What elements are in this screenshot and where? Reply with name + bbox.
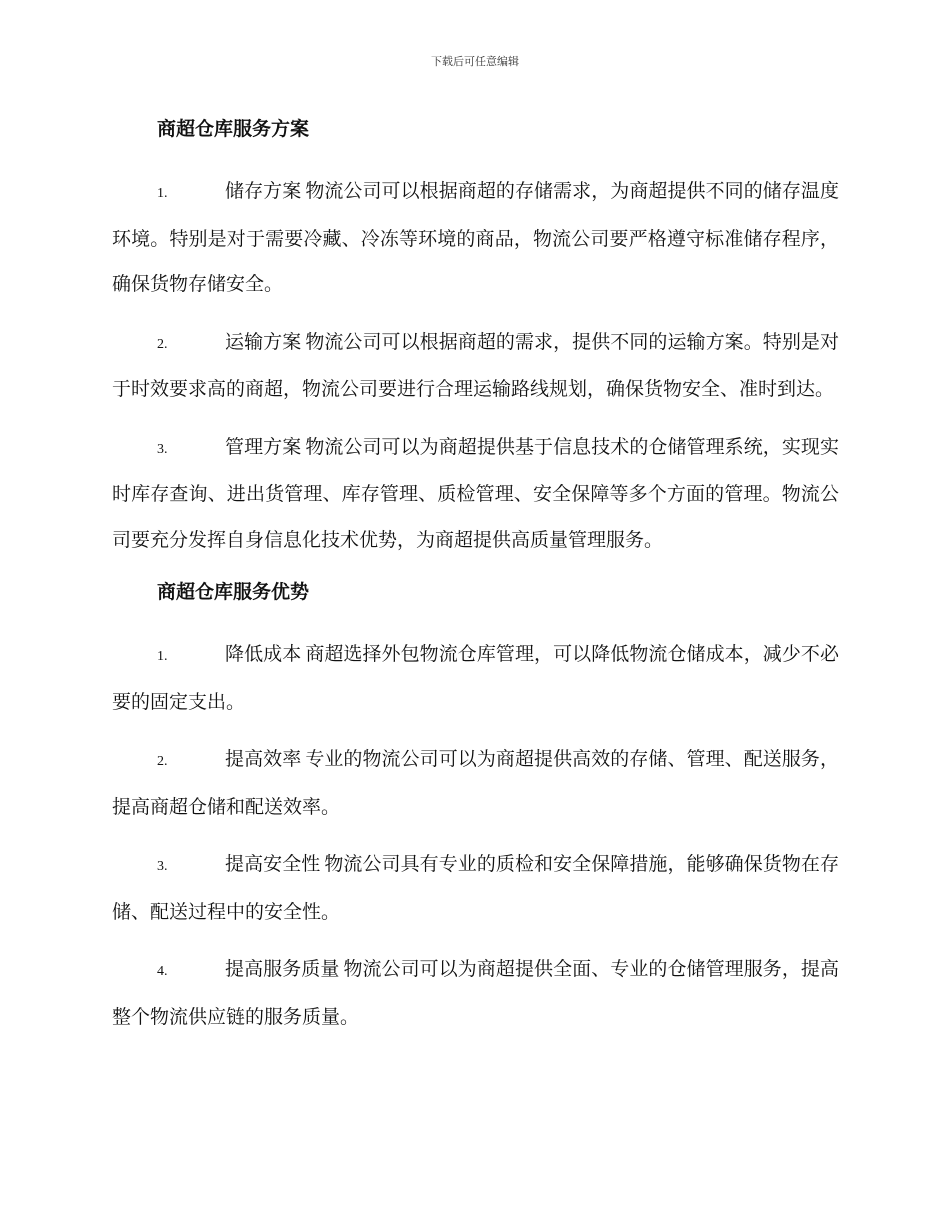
list-item-text: 物流公司可以根据商超的存储需求，为商超提供不同的储存温度环境。特别是对于需要冷藏、冷冻等环境的商品，物流公司要严格遵守标准储存程序，确保货物存储安全。 bbox=[112, 180, 839, 295]
list-item bbox=[112, 425, 839, 564]
list-item-number: 4. bbox=[157, 964, 168, 979]
list-item-title: 提高安全性 bbox=[225, 853, 321, 875]
page-header-note: 下载后可任意编辑 bbox=[431, 55, 519, 68]
list-item-number: 3. bbox=[157, 859, 168, 874]
document-body bbox=[112, 112, 839, 1040]
list-item-text: 物流公司可以根据商超的需求，提供不同的运输方案。特别是对于时效要求高的商超，物流公司要进行合理运输路线规划，确保货物安全、准时到达。 bbox=[112, 330, 839, 400]
list-item-text: 商超选择外包物流仓库管理，可以降低物流仓储成本，减少不必要的固定支出。 bbox=[112, 643, 839, 713]
plan-list bbox=[112, 169, 839, 563]
list-item-title: 提高服务质量 bbox=[225, 958, 340, 980]
list-item-text: 物流公司具有专业的质检和安全保障措施，能够确保货物在存储、配送过程中的安全性。 bbox=[112, 853, 839, 923]
advantages-list bbox=[112, 632, 839, 1040]
list-item-text: 专业的物流公司可以为商超提供高效的存储、管理、配送服务，提高商超仓储和配送效率。 bbox=[112, 748, 839, 818]
list-item-text: 物流公司可以为商超提供基于信息技术的仓储管理系统，实现实时库存查询、进出货管理、库存管理、质检管理、安全保障等多个方面的管理。物流公司要充分发挥自身信息化技术优势，为商超提供高质量管理服务。 bbox=[112, 435, 839, 551]
list-item-number: 2. bbox=[157, 336, 168, 352]
list-item bbox=[112, 842, 839, 935]
list-item-number: 2. bbox=[157, 754, 168, 769]
list-item-title: 管理方案 bbox=[225, 435, 302, 458]
list-item-text: 物流公司可以为商超提供全面、专业的仓储管理服务，提高整个物流供应链的服务质量。 bbox=[112, 958, 839, 1028]
list-item-number: 1. bbox=[157, 649, 168, 664]
list-item-number: 3. bbox=[157, 441, 168, 457]
list-item bbox=[112, 947, 839, 1040]
list-item bbox=[112, 737, 839, 830]
list-item bbox=[112, 632, 839, 725]
list-item-title: 储存方案 bbox=[225, 180, 302, 202]
section-heading-plan: 商超仓库服务方案 bbox=[157, 118, 310, 140]
list-item-title: 运输方案 bbox=[225, 330, 302, 353]
list-item bbox=[112, 169, 839, 308]
list-item bbox=[112, 320, 839, 413]
list-item-title: 降低成本 bbox=[225, 643, 302, 665]
list-item-number: 1. bbox=[157, 186, 168, 201]
list-item-title: 提高效率 bbox=[225, 748, 302, 770]
section-heading-advantages: 商超仓库服务优势 bbox=[157, 581, 310, 603]
